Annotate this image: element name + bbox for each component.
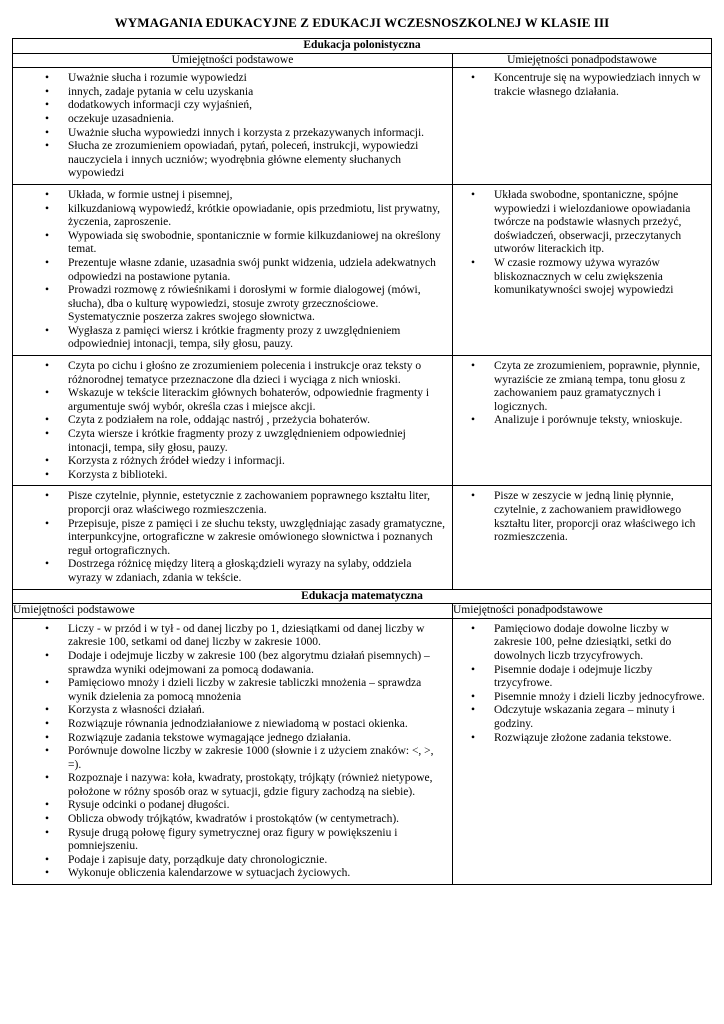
table-row <box>13 618 712 884</box>
bullet-list <box>453 68 711 102</box>
bullet-list <box>453 486 711 547</box>
column-header-row <box>13 604 712 619</box>
basic-skills-cell <box>13 184 453 355</box>
list-item: • Czyta po cichu i głośno ze zrozumieniem polecenia i instrukcje oraz teksty o różnorodnej tematyce przeznaczone dla dzieci i wyciąga z nich wnioski. <box>68 360 448 387</box>
list-item: • Rysuje drugą połowę figury symetrycznej oraz figury w powiększeniu i pomniejszeniu. <box>68 827 448 854</box>
list-item: • Prezentuje własne zdanie, uzasadnia swój punkt widzenia, udziela adekwatnych odpowiedzi na postawione pytania. <box>68 257 448 284</box>
basic-skills-cell <box>13 618 453 884</box>
advanced-skills-cell <box>453 486 712 589</box>
list-item: • W czasie rozmowy używa wyrazów bliskoznacznych w celu zwiększenia komunikatywności swojej wypowiedzi <box>494 257 707 298</box>
list-item: • Układa, w formie ustnej i pisemnej, <box>68 189 448 203</box>
list-item: • Analizuje i porównuje teksty, wnioskuje. <box>494 414 707 428</box>
requirements-table <box>12 38 712 885</box>
list-item: • Pisze w zeszycie w jedną linię płynnie, czytelnie, z zachowaniem prawidłowego kształtu liter, proporcji oraz właściwego ich rozmieszczenia. <box>494 490 707 544</box>
column-header-row <box>13 53 712 68</box>
list-item: • Pamięciowo mnoży i dzieli liczby w zakresie tabliczki mnożenia – sprawdza wynik dzielenia za pomocą mnożenia <box>68 677 448 704</box>
list-item: • Pamięciowo dodaje dowolne liczby w zakresie 100, pełne dziesiątki, setki do dowolnych liczb trzycyfrowych. <box>494 623 707 664</box>
basic-skills-cell <box>13 68 453 185</box>
list-item: • Rozwiązuje równania jednodziałaniowe z niewiadomą w postaci okienka. <box>68 718 448 732</box>
bullet-list <box>453 185 711 301</box>
advanced-skills-cell <box>453 618 712 884</box>
list-item: • Dostrzega różnicę między literą a głoską;dzieli wyrazy na sylaby, oddziela wyrazy w zdaniach, zdania w tekście. <box>68 558 448 585</box>
list-item: • Uważnie słucha wypowiedzi innych i korzysta z przekazywanych informacji. <box>68 127 448 141</box>
list-item: • Wypowiada się swobodnie, spontanicznie w formie kilkuzdaniowej na określony temat. <box>68 230 448 257</box>
list-item: • innych, zadaje pytania w celu uzyskania <box>68 86 448 100</box>
section-heading: Edukacja polonistyczna <box>13 39 712 54</box>
advanced-skills-cell <box>453 184 712 355</box>
list-item: • Korzysta z różnych źródeł wiedzy i informacji. <box>68 455 448 469</box>
list-item: • Czyta wiersze i krótkie fragmenty prozy z uwzględnieniem odpowiedniej intonacji, tempa, siły głosu, pauzy. <box>68 428 448 455</box>
list-item: • Przepisuje, pisze z pamięci i ze słuchu teksty, uwzględniając zasady gramatyczne, interpunkcyjne, ortograficzne w zakresie omówionego słownictwa i poznanych reguł ortograficznych. <box>68 518 448 559</box>
list-item: • Rozwiązuje zadania tekstowe wymagające jednego działania. <box>68 732 448 746</box>
list-item: • Uważnie słucha i rozumie wypowiedzi <box>68 72 448 86</box>
list-item: • Pisemnie dodaje i odejmuje liczby trzycyfrowe. <box>494 664 707 691</box>
list-item: • Wskazuje w tekście literackim głównych bohaterów, odpowiednie fragmenty i argumentuje swój wybór, określa czas i miejsce akcji. <box>68 387 448 414</box>
bullet-list <box>453 356 711 431</box>
table-row <box>13 356 712 486</box>
basic-skills-cell <box>13 356 453 486</box>
bullet-list <box>13 185 452 355</box>
list-item: • Odczytuje wskazania zegara – minuty i godziny. <box>494 704 707 731</box>
list-item: • Pisemnie mnoży i dzieli liczby jednocyfrowe. <box>494 691 707 705</box>
list-item: • Rysuje odcinki o podanej długości. <box>68 799 448 813</box>
column-header-advanced: Umiejętności ponadpodstawowe <box>453 604 712 619</box>
list-item: • Prowadzi rozmowę z rówieśnikami i dorosłymi w formie dialogowej (mówi, słucha), dba o kulturę wypowiedzi, stosuje zwroty grzecznościowe. Systematycznie poszerza zakres swojego słownictwa. <box>68 284 448 325</box>
table-row <box>13 68 712 185</box>
list-item: • Rozpoznaje i nazywa: koła, kwadraty, prostokąty, trójkąty (również nietypowe, położone w różny sposób oraz w sytuacji, gdzie figury zachodzą na siebie). <box>68 772 448 799</box>
list-item: • Wykonuje obliczenia kalendarzowe w sytuacjach życiowych. <box>68 867 448 881</box>
bullet-list <box>13 486 452 588</box>
bullet-list <box>13 619 452 884</box>
list-item: • Pisze czytelnie, płynnie, estetycznie z zachowaniem poprawnego kształtu liter, proporcji oraz właściwego rozmieszczenia. <box>68 490 448 517</box>
list-item: • Oblicza obwody trójkątów, kwadratów i prostokątów (w centymetrach). <box>68 813 448 827</box>
list-item: • Czyta z podziałem na role, oddając nastrój , przeżycia bohaterów. <box>68 414 448 428</box>
column-header-basic: Umiejętności podstawowe <box>13 53 453 68</box>
section-heading: Edukacja matematyczna <box>13 589 712 604</box>
advanced-skills-cell <box>453 68 712 185</box>
bullet-list <box>453 619 711 748</box>
page-title: WYMAGANIA EDUKACYJNE Z EDUKACJI WCZESNOSZKOLNEJ W KLASIE III <box>114 15 610 30</box>
list-item: • Liczy - w przód i w tył - od danej liczby po 1, dziesiątkami od danej liczby w zakresie 100, setkami od danej liczby w zakresie 1000. <box>68 623 448 650</box>
list-item: • Korzysta z własności działań. <box>68 704 448 718</box>
section-heading-row <box>13 39 712 54</box>
bullet-list <box>13 356 452 485</box>
list-item: • Słucha ze zrozumieniem opowiadań, pytań, poleceń, instrukcji, wypowiedzi nauczyciela i innych uczniów; wyodrębnia główne elementy słuchanych wypowiedzi <box>68 140 448 181</box>
basic-skills-cell <box>13 486 453 589</box>
list-item: • Czyta ze zrozumieniem, poprawnie, płynnie, wyraziście ze zmianą tempa, tonu głosu z zachowaniem pauz gramatycznych i logicznych. <box>494 360 707 414</box>
advanced-skills-cell <box>453 356 712 486</box>
table-row <box>13 486 712 589</box>
list-item: • Korzysta z biblioteki. <box>68 469 448 483</box>
list-item: • Rozwiązuje złożone zadania tekstowe. <box>494 732 707 746</box>
list-item: • Dodaje i odejmuje liczby w zakresie 100 (bez algorytmu działań pisemnych) –sprawdza wyniki odejmowani za pomocą dodawania. <box>68 650 448 677</box>
list-item: • Wygłasza z pamięci wiersz i krótkie fragmenty prozy z uwzględnieniem odpowiedniej intonacji, tempa, siły głosu, pauzy. <box>68 325 448 352</box>
list-item: • Koncentruje się na wypowiedziach innych w trakcie własnego działania. <box>494 72 707 99</box>
section-heading-row <box>13 589 712 604</box>
list-item: • dodatkowych informacji czy wyjaśnień, <box>68 99 448 113</box>
list-item: • Układa swobodne, spontaniczne, spójne wypowiedzi i wielozdaniowe opowiadania twórcze na podstawie własnych przeżyć, doświadczeń, obserwacji, przeczytanych utworów literackich itp. <box>494 189 707 257</box>
column-header-advanced: Umiejętności ponadpodstawowe <box>453 53 712 68</box>
table-row <box>13 184 712 355</box>
list-item: • Porównuje dowolne liczby w zakresie 1000 (słownie i z użyciem znaków: <, >, =). <box>68 745 448 772</box>
list-item: • Podaje i zapisuje daty, porządkuje daty chronologicznie. <box>68 854 448 868</box>
column-header-basic: Umiejętności podstawowe <box>13 604 453 619</box>
bullet-list <box>13 68 452 184</box>
list-item: • kilkuzdaniową wypowiedź, krótkie opowiadanie, opis przedmiotu, list prywatny, życzenia, zaproszenie. <box>68 203 448 230</box>
list-item: • oczekuje uzasadnienia. <box>68 113 448 127</box>
